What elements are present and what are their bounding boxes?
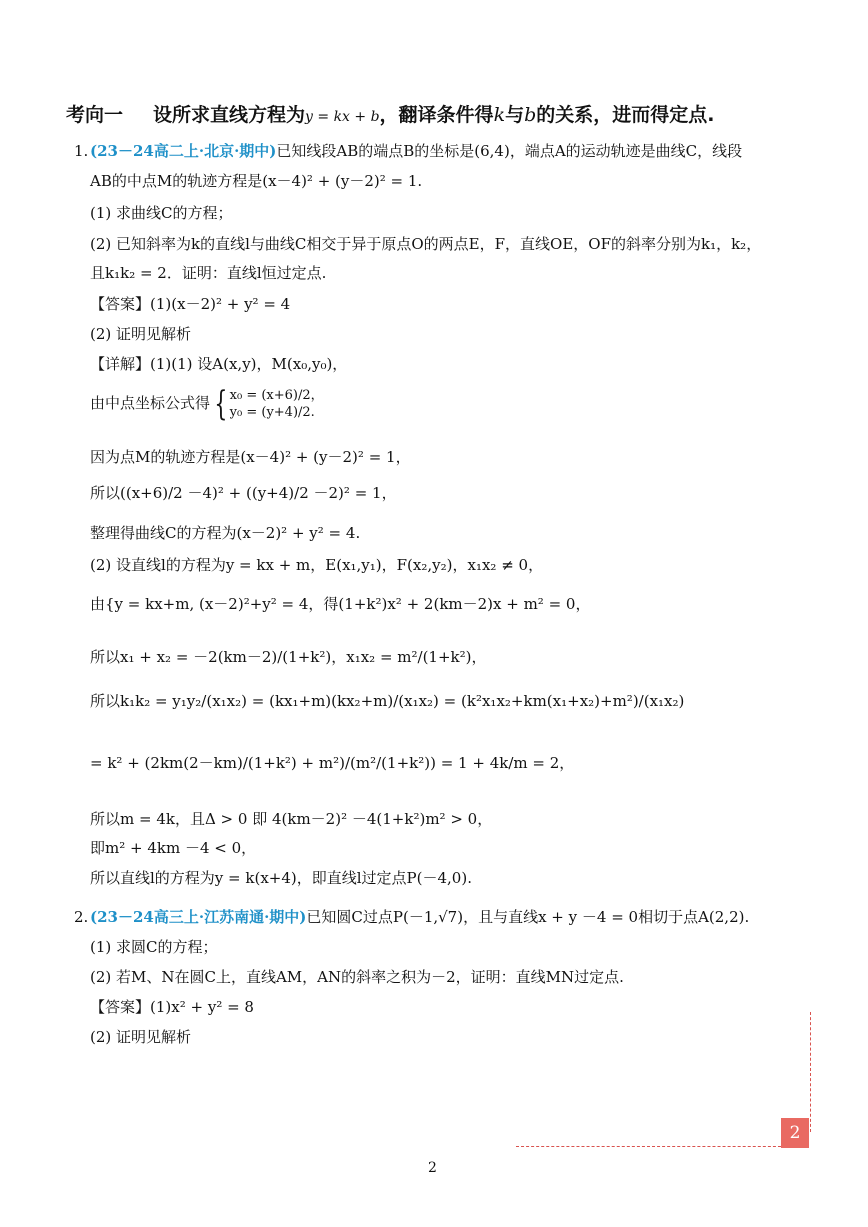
q1-number: 1. — [74, 142, 89, 160]
section-k: k — [493, 104, 506, 126]
section-text3: 与 — [505, 104, 525, 126]
q2-answer-line — [90, 996, 254, 1018]
q1-d7: 由{y = kx+m, (x－2)²+y² = 4，得(1+k²)x² + 2(km－2)x + m² = 0， — [90, 595, 591, 613]
q2-answer2: (2) 证明见解析 — [90, 1028, 192, 1046]
q2-number: 2. — [74, 908, 89, 926]
page-number: 2 — [428, 1160, 437, 1176]
q1-d10: = k² + (2km(2－km)/(1+k²) + m²)/(m²/(1+k²)) = 1 + 4k/m = 2， — [90, 754, 575, 772]
q1-source: (23－24高二上·北京·期中) — [90, 142, 277, 160]
q1-d12: 即m² + 4km －4 < 0， — [90, 839, 257, 857]
page-badge: 2 — [781, 1118, 809, 1148]
q1-d9: 所以k₁k₂ = y₁y₂/(x₁x₂) = (kx₁+m)(kx₂+m)/(x₁x₂) = (k²x₁x₂+km(x₁+x₂)+m²)/(x₁x₂) — [90, 692, 685, 710]
section-title — [66, 100, 714, 127]
q2-part1: (1) 求圆C的方程； — [90, 938, 218, 956]
q1-d2-s1: x₀ = (x+6)/2， — [229, 388, 324, 403]
q1-part2b: 且k₁k₂ = 2．证明：直线l恒过定点. — [90, 264, 327, 282]
section-text2: ，翻译条件得 — [379, 104, 494, 126]
section-b: b — [524, 104, 537, 126]
q1-stem2: AB的中点M的轨迹方程是(x－4)² + (y－2)² = 1. — [90, 172, 423, 190]
brace-icon: { — [214, 384, 228, 424]
dashed-border-vertical — [810, 1012, 811, 1132]
q2-answer-label: 【答案】 — [90, 998, 151, 1016]
q2-stem-line — [90, 906, 749, 928]
q1-detail-label: 【详解】 — [90, 355, 151, 373]
q1-answer2: (2) 证明见解析 — [90, 325, 192, 343]
q1-d2-s2: y₀ = (y+4)/2. — [229, 405, 315, 420]
q1-d2: 由中点坐标公式得 — [90, 394, 211, 412]
q1-d4: 所以((x+6)/2 －4)² + ((y+4)/2 －2)² = 1， — [90, 484, 397, 502]
section-text4: 的关系，进而得定点. — [536, 104, 715, 126]
q2-stem: 已知圆C过点P(－1,√7)，且与直线x + y －4 = 0相切于点A(2,2). — [306, 908, 750, 926]
q1-d2-system — [230, 387, 324, 421]
q2-part2: (2) 若M、N在圆C上，直线AM，AN的斜率之积为－2，证明：直线MN过定点. — [90, 968, 624, 986]
q1-d6: (2) 设直线l的方程为y = kx + m，E(x₁,y₁)，F(x₂,y₂)，x₁x₂ ≠ 0， — [90, 556, 544, 574]
q2-source: (23－24高三上·江苏南通·期中) — [90, 908, 307, 926]
q1-stem-line1 — [90, 140, 742, 162]
q1-part2a: (2) 已知斜率为k的直线l与曲线C相交于异于原点O的两点E，F，直线OE，OF的斜率分别为k₁，k₂， — [90, 235, 762, 253]
q1-answer-line — [90, 293, 290, 315]
q2-answer1: (1)x² + y² = 8 — [150, 998, 254, 1016]
q1-stem1: 已知线段AB的端点B的坐标是(6,4)，端点A的运动轨迹是曲线C，线段 — [276, 142, 743, 160]
section-eq: y = kx + b — [305, 109, 380, 125]
q1-d5: 整理得曲线C的方程为(x－2)² + y² = 4. — [90, 524, 361, 542]
q1-d11: 所以m = 4k，且Δ > 0 即 4(km－2)² －4(1+k²)m² > 0， — [90, 810, 493, 828]
section-text: 设所求直线方程为 — [153, 104, 306, 126]
q1-part1: (1) 求曲线C的方程； — [90, 204, 233, 222]
q1-d2-line — [90, 382, 324, 424]
q1-answer1: (1)(x－2)² + y² = 4 — [150, 295, 291, 313]
dashed-border-horizontal — [516, 1146, 786, 1147]
q1-detail-line — [90, 353, 347, 375]
q1-d1: (1)(1) 设A(x,y)，M(x₀,y₀)， — [150, 355, 348, 373]
q1-answer-label: 【答案】 — [90, 295, 151, 313]
q1-d8: 所以x₁ + x₂ = －2(km－2)/(1+k²)，x₁x₂ = m²/(1+k²)， — [90, 648, 487, 666]
q1-d3: 因为点M的轨迹方程是(x－4)² + (y－2)² = 1， — [90, 448, 411, 466]
q1-d13: 所以直线l的方程为y = k(x+4)，即直线l过定点P(－4,0). — [90, 869, 472, 887]
section-label: 考向一 — [66, 104, 124, 126]
